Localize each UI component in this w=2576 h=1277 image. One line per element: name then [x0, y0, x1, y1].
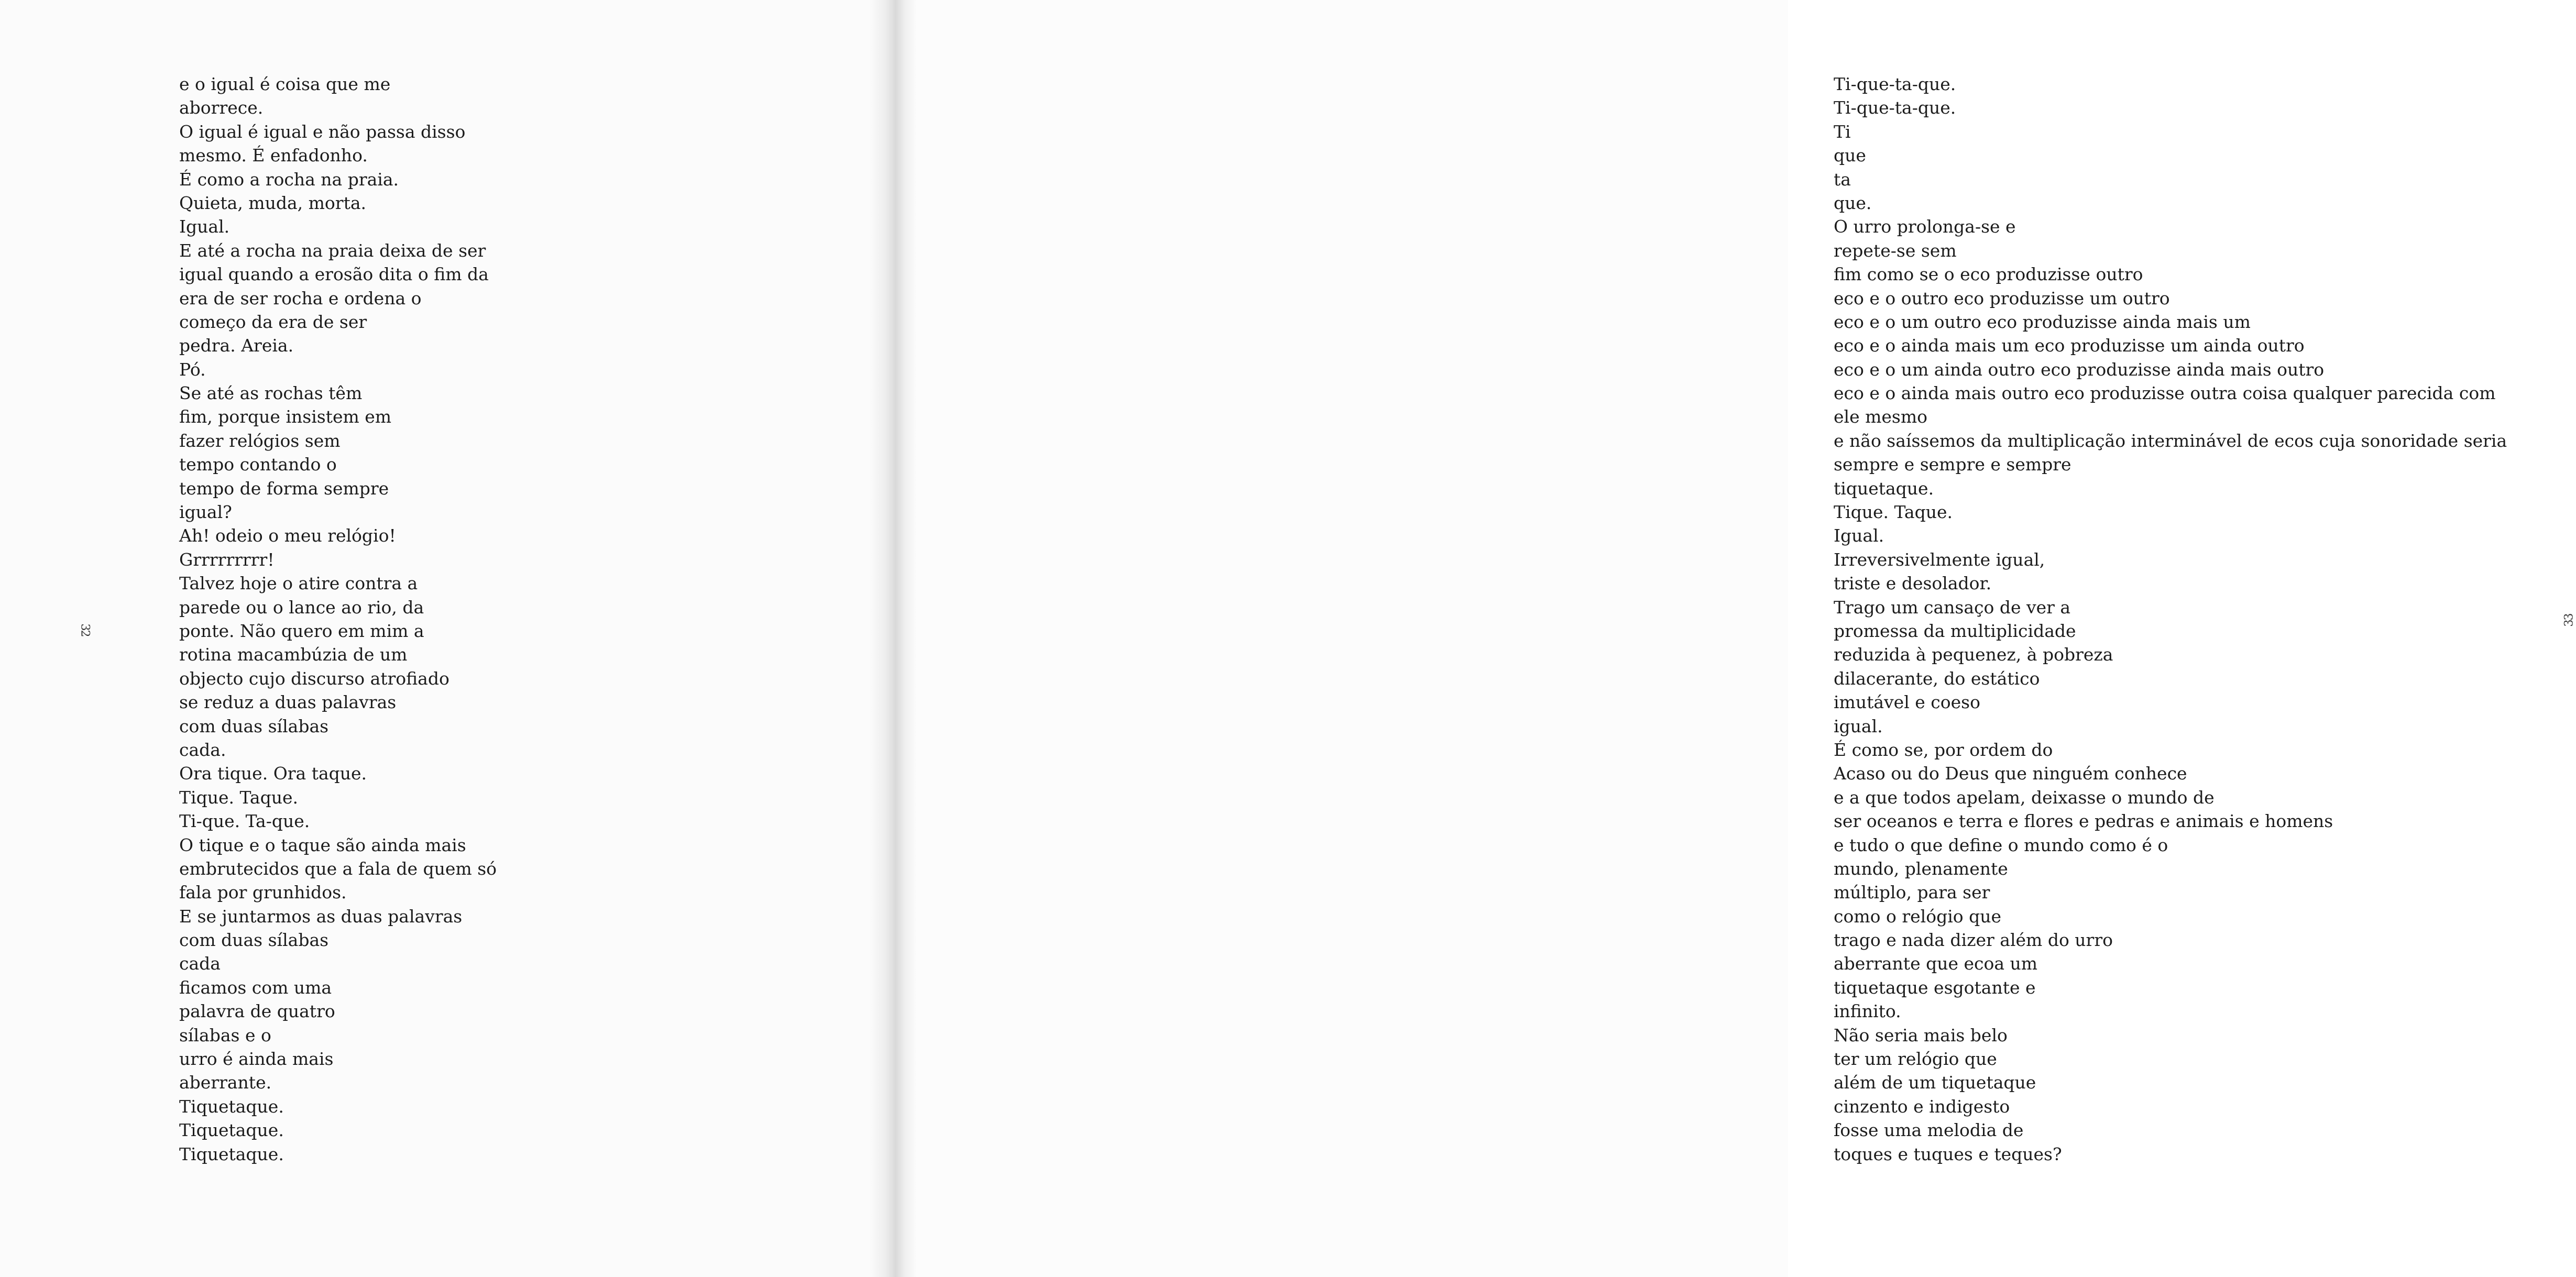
text-line: tiquetaque.: [1834, 478, 1934, 499]
text-line: triste e desolador.: [1834, 573, 1992, 594]
text-line: Ti: [1834, 121, 1851, 142]
text-line: cada: [179, 953, 221, 974]
text-line: múltiplo, para ser: [1834, 882, 1990, 903]
text-line: Tiquetaque.: [179, 1120, 284, 1141]
text-line: eco e o um ainda outro eco produzisse ainda mais outro: [1834, 359, 2325, 380]
text-line: Ti-que. Ta-que.: [179, 811, 310, 832]
text-line: rotina macambúzia de um: [179, 644, 408, 665]
right-page-text: [1834, 72, 2507, 1166]
text-line: começo da era de ser: [179, 311, 367, 332]
text-line: repete-se sem: [1834, 240, 1957, 261]
text-line: fala por grunhidos.: [179, 882, 347, 903]
text-line: eco e o ainda mais outro eco produzisse outra coisa qualquer parecida com: [1834, 383, 2496, 404]
text-line: E até a rocha na praia deixa de ser: [179, 240, 486, 261]
text-line: cinzento e indigesto: [1834, 1096, 2010, 1117]
text-line: O igual é igual e não passa disso: [179, 121, 466, 142]
text-line: Tique. Taque.: [1834, 502, 1953, 523]
text-line: E se juntarmos as duas palavras: [179, 906, 463, 927]
text-line: aberrante que ecoa um: [1834, 953, 2038, 974]
text-line: fim como se o eco produzisse outro: [1834, 264, 2143, 285]
text-line: parede ou o lance ao rio, da: [179, 597, 424, 618]
text-line: Ah! odeio o meu relógio!: [179, 525, 396, 546]
text-line: embrutecidos que a fala de quem só: [179, 858, 497, 879]
text-line: tempo de forma sempre: [179, 478, 389, 499]
text-line: como o relógio que: [1834, 906, 2002, 927]
text-line: fim, porque insistem em: [179, 406, 392, 427]
text-line: ficamos com uma: [179, 977, 332, 998]
text-line: Quieta, muda, morta.: [179, 192, 366, 213]
text-line: e tudo o que define o mundo como é o: [1834, 834, 2168, 855]
text-line: promessa da multiplicidade: [1834, 620, 2076, 641]
text-line: Irreversivelmente igual,: [1834, 549, 2045, 570]
text-line: que: [1834, 145, 1866, 166]
text-line: igual.: [1834, 715, 1883, 736]
text-line: Ora tique. Ora taque.: [179, 763, 367, 784]
text-line: tiquetaque esgotante e: [1834, 977, 2036, 998]
left-page: [0, 0, 891, 1277]
text-line: Grrrrrrrrr!: [179, 549, 275, 570]
text-line: Não seria mais belo: [1834, 1025, 2008, 1045]
text-line: fosse uma melodia de: [1834, 1120, 2024, 1141]
text-line: Acaso ou do Deus que ninguém conhece: [1834, 763, 2187, 784]
text-line: infinito.: [1834, 1001, 1901, 1022]
text-line: cada.: [179, 739, 226, 760]
text-line: fazer relógios sem: [179, 430, 341, 451]
text-line: ponte. Não quero em mim a: [179, 620, 424, 641]
book-gutter-shadow: [870, 0, 917, 1277]
text-line: Tiquetaque.: [179, 1096, 284, 1117]
text-line: pedra. Areia.: [179, 335, 294, 356]
text-line: toques e tuques e teques?: [1834, 1143, 2062, 1164]
text-line: com duas sílabas: [179, 930, 329, 951]
text-line: Igual.: [179, 216, 230, 237]
text-line: urro é ainda mais: [179, 1049, 334, 1070]
text-line: eco e o um outro eco produzisse ainda mais um: [1834, 311, 2251, 332]
text-line: Talvez hoje o atire contra a: [179, 573, 418, 594]
text-line: Se até as rochas têm: [179, 383, 363, 404]
text-line: Tiquetaque.: [179, 1143, 284, 1164]
text-line: se reduz a duas palavras: [179, 692, 397, 713]
text-line: Pó.: [179, 359, 206, 380]
text-line: mundo, plenamente: [1834, 858, 2008, 879]
text-line: era de ser rocha e ordena o: [179, 288, 422, 309]
text-line: Tique. Taque.: [179, 787, 298, 808]
text-line: eco e o outro eco produzisse um outro: [1834, 288, 2170, 309]
text-line: ter um relógio que: [1834, 1049, 1997, 1070]
text-line: e a que todos apelam, deixasse o mundo de: [1834, 787, 2215, 808]
page-number-left: 32: [78, 623, 92, 636]
text-line: O urro prolonga-se e: [1834, 216, 2016, 237]
text-line: dilacerante, do estático: [1834, 668, 2040, 689]
text-line: Trago um cansaço de ver a: [1834, 597, 2071, 618]
text-line: imutável e coeso: [1834, 692, 1980, 713]
text-line: trago e nada dizer além do urro: [1834, 930, 2113, 951]
text-line: objecto cujo discurso atrofiado: [179, 668, 450, 689]
text-line: ser oceanos e terra e flores e pedras e animais e homens: [1834, 811, 2333, 832]
text-line: que.: [1834, 192, 1872, 213]
text-line: e o igual é coisa que me: [179, 74, 391, 94]
text-line: tempo contando o: [179, 454, 337, 475]
text-line: sílabas e o: [179, 1025, 271, 1045]
text-line: Ti-que-ta-que.: [1834, 74, 1956, 94]
right-page: [891, 0, 2576, 1277]
text-line: eco e o ainda mais um eco produzisse um ainda outro: [1834, 335, 2305, 356]
left-page-text: [179, 72, 497, 1166]
text-line: É como a rocha na praia.: [179, 169, 399, 190]
text-line: igual quando a erosão dita o fim da: [179, 264, 489, 285]
text-line: reduzida à pequenez, à pobreza: [1834, 644, 2113, 665]
text-line: sempre e sempre e sempre: [1834, 454, 2071, 475]
text-line: Igual.: [1834, 525, 1884, 546]
text-line: com duas sílabas: [179, 715, 329, 736]
text-line: igual?: [179, 502, 232, 523]
page-number-right: 33: [2562, 614, 2576, 627]
text-line: mesmo. É enfadonho.: [179, 145, 368, 166]
text-line: aberrante.: [179, 1072, 272, 1093]
text-line: palavra de quatro: [179, 1001, 335, 1022]
text-line: além de um tiquetaque: [1834, 1072, 2036, 1093]
text-line: Ti-que-ta-que.: [1834, 97, 1956, 118]
text-line: aborrece.: [179, 97, 264, 118]
text-line: ta: [1834, 169, 1851, 190]
text-line: ele mesmo: [1834, 406, 1928, 427]
text-line: O tique e o taque são ainda mais: [179, 834, 466, 855]
text-line: É como se, por ordem do: [1834, 739, 2053, 760]
text-line: e não saíssemos da multiplicação interminável de ecos cuja sonoridade seria: [1834, 430, 2507, 451]
